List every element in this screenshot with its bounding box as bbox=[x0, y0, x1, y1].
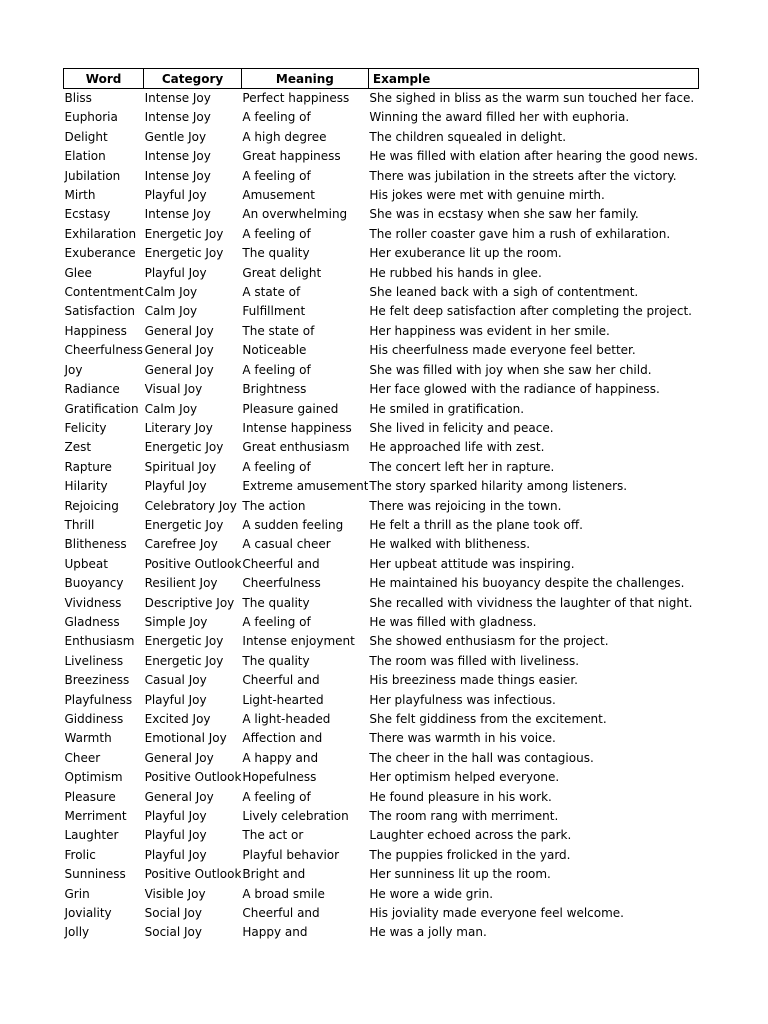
cell-example[interactable]: The concert left her in rapture. bbox=[369, 459, 555, 474]
cell-category[interactable]: Gentle Joy bbox=[144, 129, 207, 144]
cell-meaning[interactable]: Playful behavior bbox=[242, 847, 340, 862]
cell-example[interactable]: She recalled with vividness the laughter of that night. bbox=[369, 595, 693, 610]
cell-meaning[interactable]: The state of bbox=[242, 323, 315, 338]
cell-example[interactable]: She was in ecstasy when she saw her family. bbox=[369, 207, 639, 222]
cell-category[interactable]: Visual Joy bbox=[144, 382, 203, 397]
cell-category[interactable]: Playful Joy bbox=[144, 692, 207, 707]
cell-example[interactable]: He wore a wide grin. bbox=[369, 886, 494, 901]
cell-word[interactable]: Merriment bbox=[64, 809, 127, 824]
cell-category[interactable]: Playful Joy bbox=[144, 828, 207, 843]
table-row bbox=[64, 807, 699, 826]
table-body bbox=[64, 89, 699, 943]
cell-word[interactable]: Satisfaction bbox=[64, 304, 135, 319]
cell-example[interactable]: His jokes were met with genuine mirth. bbox=[369, 188, 605, 203]
table-row bbox=[64, 458, 699, 477]
cell-example[interactable]: There was jubilation in the streets after the victory. bbox=[369, 168, 677, 183]
table-row bbox=[64, 923, 699, 942]
cell-word[interactable]: Laughter bbox=[64, 828, 119, 843]
cell-category[interactable]: General Joy bbox=[144, 750, 214, 765]
table-row bbox=[64, 846, 699, 865]
cell-category[interactable]: General Joy bbox=[144, 362, 214, 377]
cell-meaning[interactable]: Great enthusiasm bbox=[242, 440, 350, 455]
cell-example[interactable]: She showed enthusiasm for the project. bbox=[369, 634, 609, 649]
cell-category[interactable]: Playful Joy bbox=[144, 809, 207, 824]
table-row bbox=[64, 710, 699, 729]
cell-example[interactable]: He felt deep satisfaction after completing the project. bbox=[369, 304, 692, 319]
spreadsheet-grid bbox=[63, 68, 699, 943]
table-row bbox=[64, 302, 699, 321]
table-row bbox=[64, 555, 699, 574]
cell-meaning[interactable]: A feeling of bbox=[242, 459, 311, 474]
cell-meaning[interactable]: Affection and bbox=[242, 731, 323, 746]
cell-example[interactable]: She felt giddiness from the excitement. bbox=[369, 712, 607, 726]
cell-example[interactable]: He was filled with gladness. bbox=[369, 614, 537, 629]
cell-category[interactable]: Playful Joy bbox=[144, 188, 207, 203]
cell-word[interactable]: Hilarity bbox=[64, 479, 108, 494]
table-row bbox=[64, 380, 699, 399]
cell-category[interactable]: Excited Joy bbox=[144, 712, 211, 726]
cell-word[interactable]: Warmth bbox=[64, 731, 112, 746]
cell-word[interactable]: Mirth bbox=[64, 188, 96, 203]
cell-example[interactable]: She was filled with joy when she saw her child. bbox=[369, 362, 652, 377]
cell-word[interactable]: Happiness bbox=[64, 323, 127, 338]
table-row bbox=[64, 613, 699, 632]
cell-meaning[interactable]: A state of bbox=[242, 285, 301, 300]
cell-example[interactable]: Her sunniness lit up the room. bbox=[369, 867, 551, 882]
cell-meaning[interactable]: The action bbox=[242, 498, 306, 513]
cell-meaning[interactable]: Light-hearted bbox=[242, 692, 324, 707]
cell-category[interactable]: Simple Joy bbox=[144, 614, 208, 629]
cell-word[interactable]: Grin bbox=[64, 886, 90, 901]
cell-word[interactable]: Pleasure bbox=[64, 789, 116, 804]
cell-word[interactable]: Upbeat bbox=[64, 556, 108, 571]
cell-example[interactable]: Her playfulness was infectious. bbox=[369, 692, 556, 707]
table-row bbox=[64, 438, 699, 457]
cell-meaning[interactable]: A light-headed bbox=[242, 712, 331, 726]
table-row bbox=[64, 885, 699, 904]
cell-word[interactable]: Bliss bbox=[64, 91, 92, 105]
cell-word[interactable]: Enthusiasm bbox=[64, 634, 135, 649]
cell-meaning[interactable]: Cheerful and bbox=[242, 906, 320, 921]
cell-example[interactable]: She lived in felicity and peace. bbox=[369, 420, 554, 435]
cell-example[interactable]: He smiled in gratification. bbox=[369, 401, 525, 416]
cell-category[interactable]: Literary Joy bbox=[144, 420, 213, 435]
cell-category[interactable]: General Joy bbox=[144, 789, 214, 804]
cell-example[interactable]: The room was filled with liveliness. bbox=[369, 653, 580, 668]
cell-example[interactable]: He was filled with elation after hearing the good news. bbox=[369, 149, 699, 164]
word-table bbox=[63, 68, 699, 943]
cell-category[interactable]: Calm Joy bbox=[144, 285, 198, 300]
cell-meaning[interactable]: A feeling of bbox=[242, 226, 311, 241]
table-row bbox=[64, 574, 699, 593]
header-row bbox=[64, 69, 699, 89]
cell-category[interactable]: Energetic Joy bbox=[144, 226, 224, 241]
cell-example[interactable]: Her upbeat attitude was inspiring. bbox=[369, 556, 575, 571]
cell-meaning[interactable]: Happy and bbox=[242, 925, 308, 940]
cell-example[interactable]: He walked with blitheness. bbox=[369, 537, 531, 552]
cell-category[interactable]: Playful Joy bbox=[144, 847, 207, 862]
header-word: Word bbox=[64, 69, 144, 89]
cell-category[interactable]: Celebratory Joy bbox=[144, 498, 237, 513]
cell-category[interactable]: Carefree Joy bbox=[144, 537, 218, 552]
table-row bbox=[64, 341, 699, 360]
table-row bbox=[64, 147, 699, 166]
header-example: Example bbox=[368, 69, 698, 89]
cell-meaning[interactable]: Great happiness bbox=[242, 149, 341, 164]
cell-example[interactable]: She leaned back with a sigh of contentment. bbox=[369, 285, 639, 300]
table-row bbox=[64, 322, 699, 341]
cell-word[interactable]: Cheerfulness bbox=[64, 343, 143, 358]
cell-example[interactable]: He felt a thrill as the plane took off. bbox=[369, 517, 583, 532]
cell-category[interactable]: Playful Joy bbox=[144, 265, 207, 280]
cell-category[interactable]: Casual Joy bbox=[144, 673, 207, 688]
cell-word[interactable]: Frolic bbox=[64, 847, 96, 862]
table-row bbox=[64, 244, 699, 263]
cell-category[interactable]: Energetic Joy bbox=[144, 653, 224, 668]
table-row bbox=[64, 904, 699, 923]
cell-meaning[interactable]: A feeling of bbox=[242, 614, 311, 629]
cell-example[interactable]: The cheer in the hall was contagious. bbox=[369, 750, 594, 765]
cell-example[interactable]: The room rang with merriment. bbox=[369, 809, 559, 824]
cell-meaning[interactable]: Brightness bbox=[242, 382, 307, 397]
cell-category[interactable]: Energetic Joy bbox=[144, 440, 224, 455]
table-row bbox=[64, 400, 699, 419]
cell-category[interactable]: Intense Joy bbox=[144, 110, 211, 125]
cell-meaning[interactable]: A high degree bbox=[242, 129, 327, 144]
table-row bbox=[64, 516, 699, 535]
cell-category[interactable]: Emotional Joy bbox=[144, 731, 227, 746]
header-meaning: Meaning bbox=[241, 69, 368, 89]
cell-example[interactable]: Her happiness was evident in her smile. bbox=[369, 323, 610, 338]
cell-word[interactable]: Buoyancy bbox=[64, 576, 124, 591]
cell-category[interactable]: Playful Joy bbox=[144, 479, 207, 494]
cell-word[interactable]: Playfulness bbox=[64, 692, 133, 707]
cell-category[interactable]: Energetic Joy bbox=[144, 517, 224, 532]
cell-example[interactable]: Laughter echoed across the park. bbox=[369, 828, 572, 843]
cell-meaning[interactable]: Pleasure gained bbox=[242, 401, 339, 416]
cell-category[interactable]: Intense Joy bbox=[144, 91, 211, 105]
cell-meaning[interactable]: Perfect happiness bbox=[242, 91, 350, 105]
cell-example[interactable]: He approached life with zest. bbox=[369, 440, 545, 455]
cell-category[interactable]: Positive Outlook bbox=[144, 770, 242, 785]
cell-example[interactable]: He maintained his buoyancy despite the challenges. bbox=[369, 576, 685, 591]
cell-meaning[interactable]: Cheerful and bbox=[242, 673, 320, 688]
cell-category[interactable]: Intense Joy bbox=[144, 149, 211, 164]
cell-word[interactable]: Euphoria bbox=[64, 110, 118, 125]
table-row bbox=[64, 691, 699, 710]
cell-category[interactable]: Calm Joy bbox=[144, 304, 198, 319]
table-row bbox=[64, 826, 699, 845]
cell-word[interactable]: Radiance bbox=[64, 382, 120, 397]
cell-meaning[interactable]: Extreme amusement bbox=[242, 479, 369, 494]
cell-word[interactable]: Giddiness bbox=[64, 712, 124, 726]
cell-example[interactable]: Her face glowed with the radiance of happiness. bbox=[369, 382, 660, 397]
cell-word[interactable]: Breeziness bbox=[64, 673, 130, 688]
cell-meaning[interactable]: A feeling of bbox=[242, 110, 311, 125]
cell-category[interactable]: Intense Joy bbox=[144, 168, 211, 183]
cell-word[interactable]: Vividness bbox=[64, 595, 122, 610]
cell-category[interactable]: Positive Outlook bbox=[144, 867, 242, 882]
table-row bbox=[64, 632, 699, 651]
cell-word[interactable]: Joviality bbox=[64, 906, 112, 921]
table-row bbox=[64, 652, 699, 671]
table-row bbox=[64, 167, 699, 186]
cell-category[interactable]: Energetic Joy bbox=[144, 246, 224, 261]
table-row bbox=[64, 594, 699, 613]
cell-meaning[interactable]: Bright and bbox=[242, 867, 306, 882]
cell-meaning[interactable]: Great delight bbox=[242, 265, 322, 280]
cell-word[interactable]: Exhilaration bbox=[64, 226, 137, 241]
cell-word[interactable]: Exuberance bbox=[64, 246, 136, 261]
cell-example[interactable]: The puppies frolicked in the yard. bbox=[369, 847, 571, 862]
cell-category[interactable]: General Joy bbox=[144, 323, 214, 338]
cell-meaning[interactable]: Noticeable bbox=[242, 343, 307, 358]
cell-example[interactable]: There was rejoicing in the town. bbox=[369, 498, 562, 513]
cell-meaning[interactable]: Intense enjoyment bbox=[242, 634, 355, 649]
cell-meaning[interactable]: Amusement bbox=[242, 188, 315, 203]
table-row bbox=[64, 729, 699, 748]
cell-meaning[interactable]: Cheerful and bbox=[242, 556, 320, 571]
cell-word[interactable]: Ecstasy bbox=[64, 207, 111, 222]
cell-word[interactable]: Jolly bbox=[64, 925, 90, 940]
cell-category[interactable]: Social Joy bbox=[144, 925, 202, 940]
header-category: Category bbox=[144, 69, 242, 89]
table-row bbox=[64, 361, 699, 380]
cell-word[interactable]: Felicity bbox=[64, 420, 107, 435]
table-row bbox=[64, 205, 699, 224]
cell-word[interactable]: Delight bbox=[64, 129, 108, 144]
cell-example[interactable]: There was warmth in his voice. bbox=[369, 731, 556, 746]
cell-category[interactable]: Positive Outlook bbox=[144, 556, 242, 571]
cell-example[interactable]: Winning the award filled her with euphoria. bbox=[369, 110, 630, 125]
cell-word[interactable]: Liveliness bbox=[64, 653, 124, 668]
cell-example[interactable]: His joviality made everyone feel welcome. bbox=[369, 906, 624, 921]
cell-word[interactable]: Contentment bbox=[64, 285, 144, 300]
cell-meaning[interactable]: A feeling of bbox=[242, 789, 311, 804]
cell-word[interactable]: Cheer bbox=[64, 750, 101, 765]
table-row bbox=[64, 419, 699, 438]
table-row bbox=[64, 535, 699, 554]
table-row bbox=[64, 225, 699, 244]
cell-example[interactable]: She sighed in bliss as the warm sun touched her face. bbox=[369, 91, 695, 105]
cell-meaning[interactable]: A sudden feeling bbox=[242, 517, 344, 532]
cell-meaning[interactable]: A feeling of bbox=[242, 362, 311, 377]
cell-word[interactable]: Elation bbox=[64, 149, 106, 164]
table-row bbox=[64, 89, 699, 109]
cell-meaning[interactable]: The quality bbox=[242, 653, 310, 668]
cell-word[interactable]: Sunniness bbox=[64, 867, 126, 882]
cell-example[interactable]: His breeziness made things easier. bbox=[369, 673, 578, 688]
cell-meaning[interactable]: A feeling of bbox=[242, 168, 311, 183]
cell-example[interactable]: He found pleasure in his work. bbox=[369, 789, 552, 804]
cell-meaning[interactable]: Lively celebration bbox=[242, 809, 349, 824]
cell-word[interactable]: Optimism bbox=[64, 770, 123, 785]
cell-category[interactable]: General Joy bbox=[144, 343, 214, 358]
cell-example[interactable]: The roller coaster gave him a rush of exhilaration. bbox=[369, 226, 671, 241]
table-row bbox=[64, 186, 699, 205]
table-row bbox=[64, 671, 699, 690]
cell-meaning[interactable]: The quality bbox=[242, 246, 310, 261]
cell-meaning[interactable]: The act or bbox=[242, 828, 304, 843]
cell-meaning[interactable]: A broad smile bbox=[242, 886, 325, 901]
cell-meaning[interactable]: A happy and bbox=[242, 750, 319, 765]
cell-example[interactable]: The children squealed in delight. bbox=[369, 129, 567, 144]
cell-example[interactable]: His cheerfulness made everyone feel better. bbox=[369, 343, 636, 358]
table-row bbox=[64, 108, 699, 127]
cell-meaning[interactable]: The quality bbox=[242, 595, 310, 610]
cell-meaning[interactable]: An overwhelming bbox=[242, 207, 348, 222]
cell-category[interactable]: Social Joy bbox=[144, 906, 202, 921]
cell-word[interactable]: Rapture bbox=[64, 459, 112, 474]
cell-example[interactable]: He rubbed his hands in glee. bbox=[369, 265, 542, 280]
cell-category[interactable]: Resilient Joy bbox=[144, 576, 218, 591]
table-row bbox=[64, 128, 699, 147]
cell-word[interactable]: Joy bbox=[64, 362, 83, 377]
cell-category[interactable]: Descriptive Joy bbox=[144, 595, 235, 610]
cell-meaning[interactable]: Hopefulness bbox=[242, 770, 317, 785]
cell-example[interactable]: Her exuberance lit up the room. bbox=[369, 246, 562, 261]
cell-example[interactable]: Her optimism helped everyone. bbox=[369, 770, 560, 785]
table-row bbox=[64, 497, 699, 516]
table-row bbox=[64, 264, 699, 283]
cell-word[interactable]: Gratification bbox=[64, 401, 139, 416]
table-row bbox=[64, 865, 699, 884]
cell-word[interactable]: Blitheness bbox=[64, 537, 127, 552]
table-row bbox=[64, 768, 699, 787]
cell-word[interactable]: Glee bbox=[64, 265, 92, 280]
cell-word[interactable]: Rejoicing bbox=[64, 498, 119, 513]
cell-meaning[interactable]: A casual cheer bbox=[242, 537, 331, 552]
table-row bbox=[64, 788, 699, 807]
cell-meaning[interactable]: Intense happiness bbox=[242, 420, 352, 435]
cell-meaning[interactable]: Cheerfulness bbox=[242, 576, 321, 591]
table-row bbox=[64, 477, 699, 496]
cell-category[interactable]: Spiritual Joy bbox=[144, 459, 217, 474]
cell-meaning[interactable]: Fulfillment bbox=[242, 304, 306, 319]
cell-category[interactable]: Calm Joy bbox=[144, 401, 198, 416]
cell-example[interactable]: He was a jolly man. bbox=[369, 925, 487, 940]
cell-word[interactable]: Jubilation bbox=[64, 168, 121, 183]
cell-category[interactable]: Energetic Joy bbox=[144, 634, 224, 649]
cell-example[interactable]: The story sparked hilarity among listeners. bbox=[369, 479, 628, 494]
table-row bbox=[64, 749, 699, 768]
cell-word[interactable]: Zest bbox=[64, 440, 92, 455]
cell-word[interactable]: Gladness bbox=[64, 614, 120, 629]
cell-category[interactable]: Intense Joy bbox=[144, 207, 211, 222]
cell-word[interactable]: Thrill bbox=[64, 517, 95, 532]
table-row bbox=[64, 283, 699, 302]
cell-category[interactable]: Visible Joy bbox=[144, 886, 206, 901]
